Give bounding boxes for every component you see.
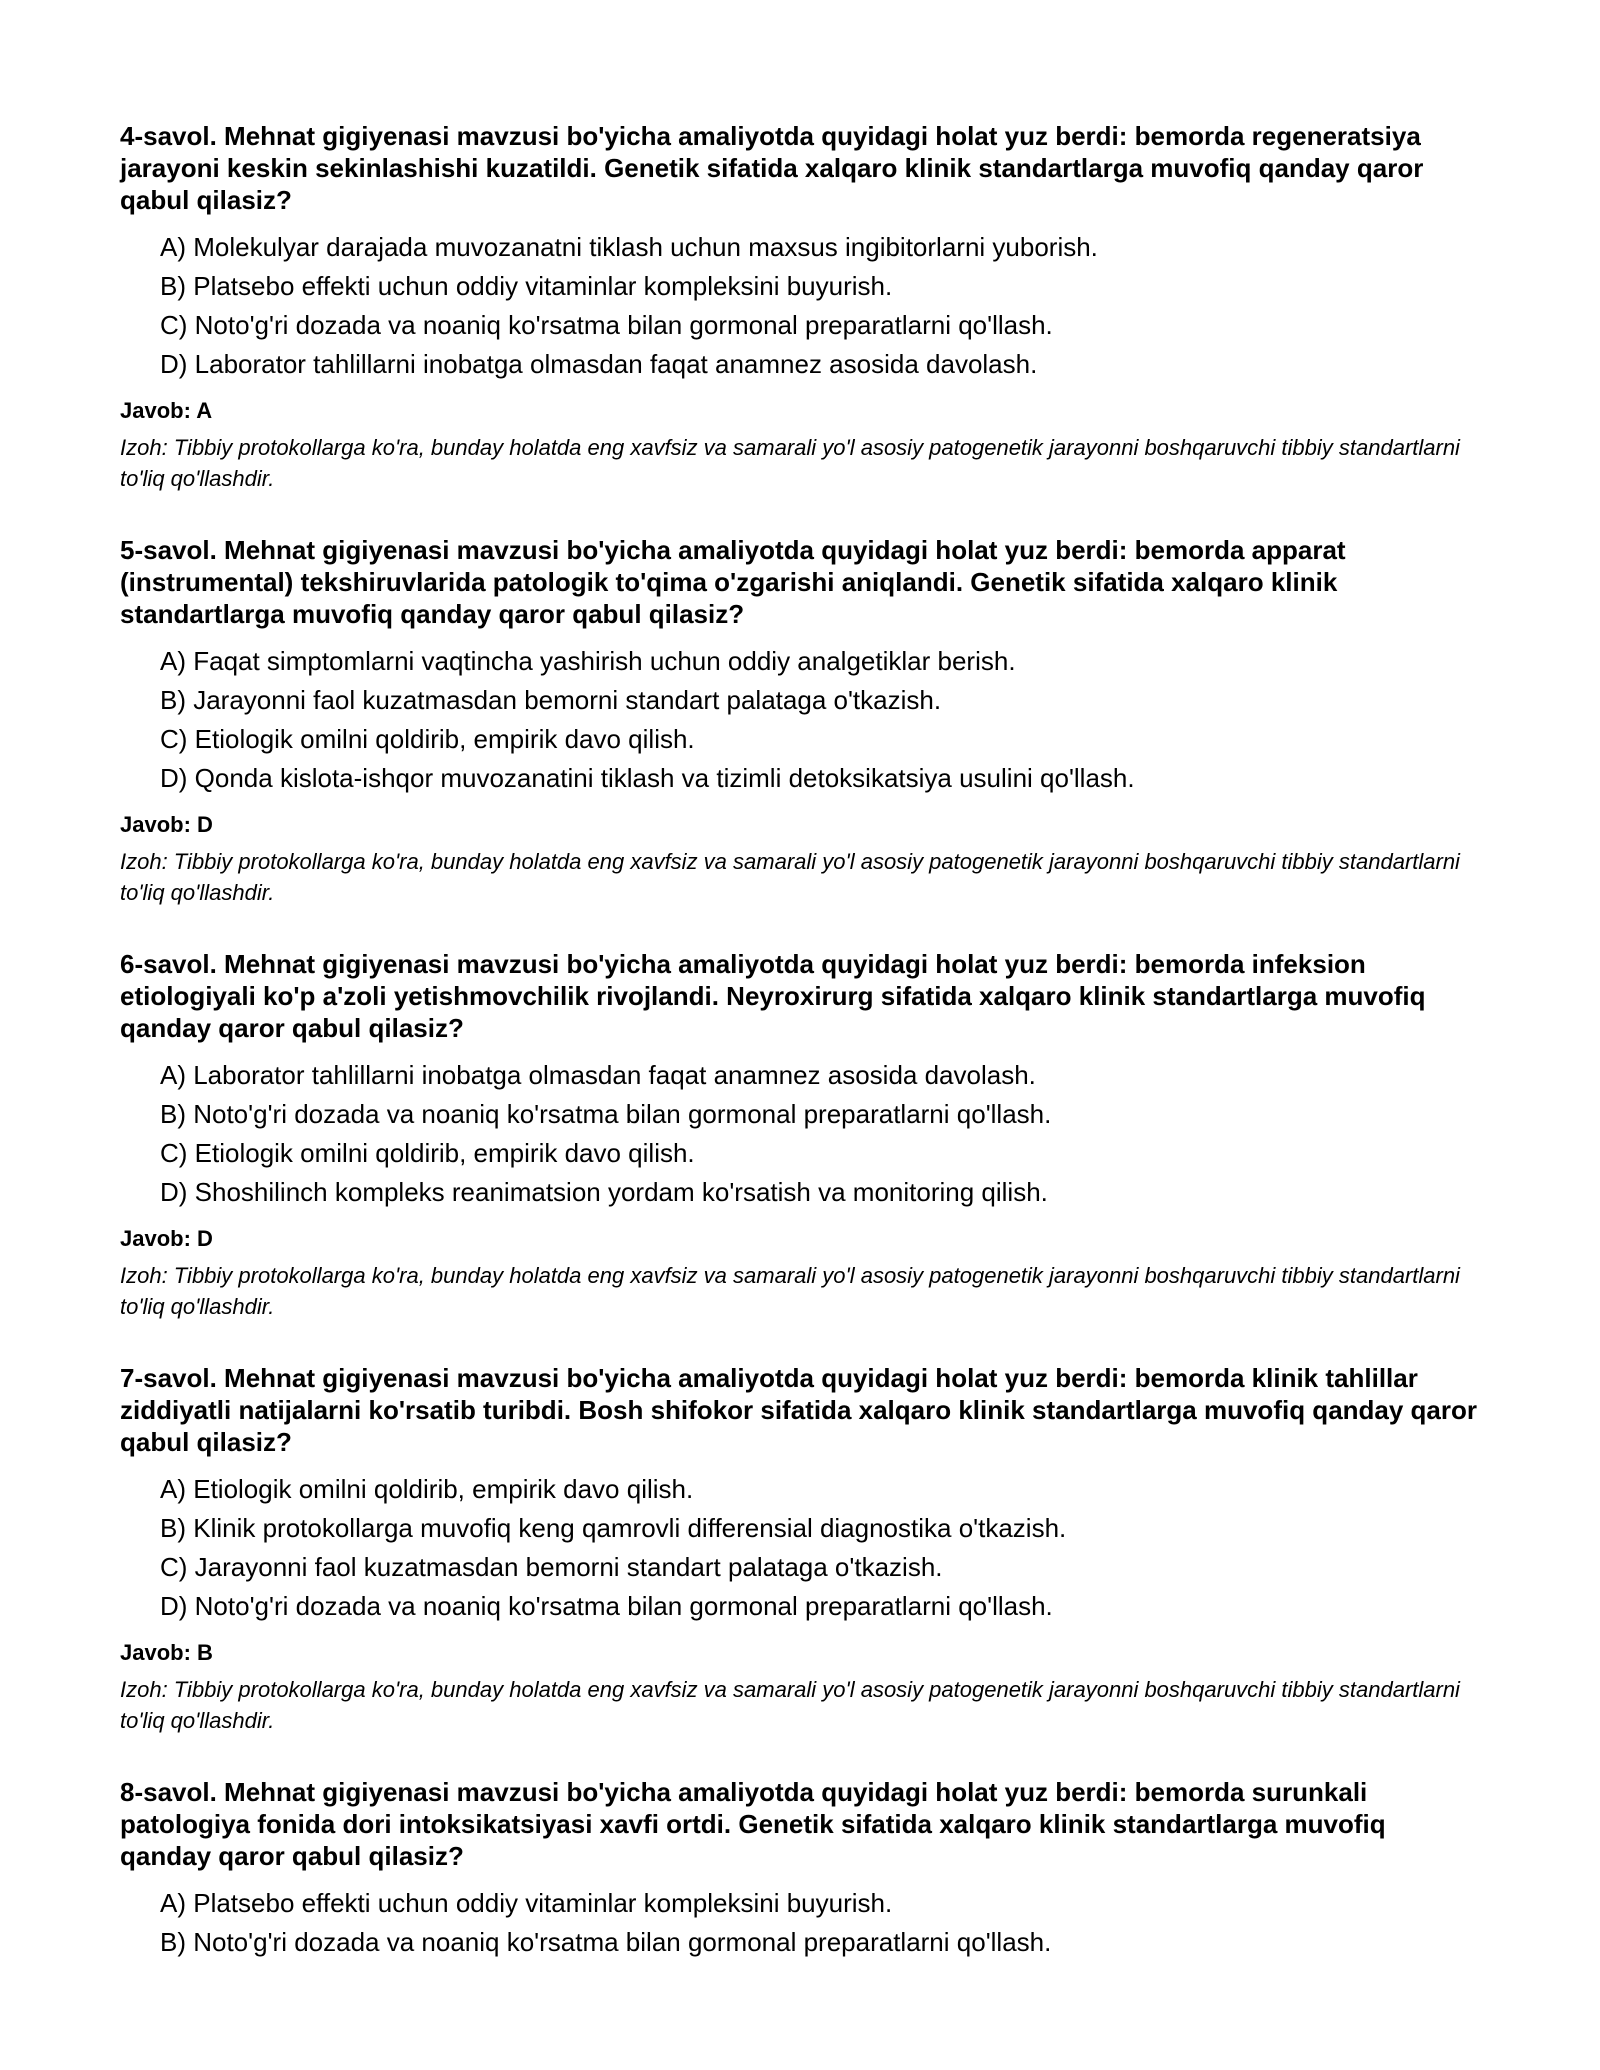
explanation-note: Izoh: Tibbiy protokollarga ko'ra, bunday holatda eng xavfsiz va samarali yo'l asosiy patogenetik jarayonni boshqaruvchi tibbiy standartlarni to'liq qo'llashdir. [120, 435, 1460, 491]
document-page [120, 120, 1480, 2002]
answer-label: Javob: A [120, 398, 213, 423]
option-b: B) Klinik protokollarga muvofiq keng qamrovli differensial diagnostika o'tkazish. [160, 1513, 1067, 1543]
options-list [120, 1884, 1480, 1962]
question-title: 4-savol. Mehnat gigiyenasi mavzusi bo'yicha amaliyotda quyidagi holat yuz berdi: bemorda regeneratsiya jarayoni keskin sekinlashishi kuzatildi. Genetik sifatida xalqaro klinik standartlarga muvofiq qanday qaror qabul qilasiz? [120, 121, 1424, 215]
options-list [120, 1470, 1480, 1626]
question-block [120, 120, 1480, 494]
option-d: D) Shoshilinch kompleks reanimatsion yordam ko'rsatish va monitoring qilish. [160, 1177, 1048, 1207]
option-b: B) Platsebo effekti uchun oddiy vitaminlar kompleksini buyurish. [160, 271, 893, 301]
explanation-note: Izoh: Tibbiy protokollarga ko'ra, bunday holatda eng xavfsiz va samarali yo'l asosiy patogenetik jarayonni boshqaruvchi tibbiy standartlarni to'liq qo'llashdir. [120, 1263, 1460, 1319]
question-title: 8-savol. Mehnat gigiyenasi mavzusi bo'yicha amaliyotda quyidagi holat yuz berdi: bemorda surunkali patologiya fonida dori intoksikatsiyasi xavfi ortdi. Genetik sifatida xalqaro klinik standartlarga muvofiq qanday qaror qabul qilasiz? [120, 1777, 1386, 1871]
answer-label: Javob: D [120, 812, 213, 837]
question-block [120, 1776, 1480, 1962]
option-b: B) Noto'g'ri dozada va noaniq ko'rsatma bilan gormonal preparatlarni qo'llash. [160, 1927, 1052, 1957]
question-title: 5-savol. Mehnat gigiyenasi mavzusi bo'yicha amaliyotda quyidagi holat yuz berdi: bemorda apparat (instrumental) tekshiruvlarida patologik to'qima o'zgarishi aniqlandi. Genetik sifatida xalqaro klinik standartlarga muvofiq qanday qaror qabul qilasiz? [120, 535, 1346, 629]
question-block [120, 534, 1480, 908]
options-list [120, 228, 1480, 384]
option-b: B) Jarayonni faol kuzatmasdan bemorni standart palataga o'tkazish. [160, 685, 942, 715]
option-c: C) Etiologik omilni qoldirib, empirik davo qilish. [160, 1138, 695, 1168]
option-c: C) Jarayonni faol kuzatmasdan bemorni standart palataga o'tkazish. [160, 1552, 943, 1582]
option-a: A) Faqat simptomlarni vaqtincha yashirish uchun oddiy analgetiklar berish. [160, 646, 1016, 676]
option-d: D) Laborator tahlillarni inobatga olmasdan faqat anamnez asosida davolash. [160, 349, 1038, 379]
question-title: 6-savol. Mehnat gigiyenasi mavzusi bo'yicha amaliyotda quyidagi holat yuz berdi: bemorda infeksion etiologiyali ko'p a'zoli yetishmovchilik rivojlandi. Neyroxirurg sifatida xalqaro klinik standartlarga muvofiq qanday qaror qabul qilasiz? [120, 949, 1426, 1043]
question-block [120, 1362, 1480, 1736]
option-d: D) Noto'g'ri dozada va noaniq ko'rsatma bilan gormonal preparatlarni qo'llash. [160, 1591, 1053, 1621]
option-b: B) Noto'g'ri dozada va noaniq ko'rsatma bilan gormonal preparatlarni qo'llash. [160, 1099, 1052, 1129]
option-a: A) Laborator tahlillarni inobatga olmasdan faqat anamnez asosida davolash. [160, 1060, 1036, 1090]
explanation-note: Izoh: Tibbiy protokollarga ko'ra, bunday holatda eng xavfsiz va samarali yo'l asosiy patogenetik jarayonni boshqaruvchi tibbiy standartlarni to'liq qo'llashdir. [120, 849, 1460, 905]
option-d: D) Qonda kislota-ishqor muvozanatini tiklash va tizimli detoksikatsiya usulini qo'llash. [160, 763, 1135, 793]
options-list [120, 1056, 1480, 1212]
option-c: C) Etiologik omilni qoldirib, empirik davo qilish. [160, 724, 695, 754]
question-block [120, 948, 1480, 1322]
answer-label: Javob: B [120, 1640, 213, 1665]
option-a: A) Platsebo effekti uchun oddiy vitaminlar kompleksini buyurish. [160, 1888, 893, 1918]
option-c: C) Noto'g'ri dozada va noaniq ko'rsatma bilan gormonal preparatlarni qo'llash. [160, 310, 1053, 340]
options-list [120, 642, 1480, 798]
option-a: A) Etiologik omilni qoldirib, empirik davo qilish. [160, 1474, 694, 1504]
explanation-note: Izoh: Tibbiy protokollarga ko'ra, bunday holatda eng xavfsiz va samarali yo'l asosiy patogenetik jarayonni boshqaruvchi tibbiy standartlarni to'liq qo'llashdir. [120, 1677, 1460, 1733]
question-title: 7-savol. Mehnat gigiyenasi mavzusi bo'yicha amaliyotda quyidagi holat yuz berdi: bemorda klinik tahlillar ziddiyatli natijalarni ko'rsatib turibdi. Bosh shifokor sifatida xalqaro klinik standartlarga muvofiq qanday qaror qabul qilasiz? [120, 1363, 1478, 1457]
answer-label: Javob: D [120, 1226, 213, 1251]
option-a: A) Molekulyar darajada muvozanatni tiklash uchun maxsus ingibitorlarni yuborish. [160, 232, 1098, 262]
